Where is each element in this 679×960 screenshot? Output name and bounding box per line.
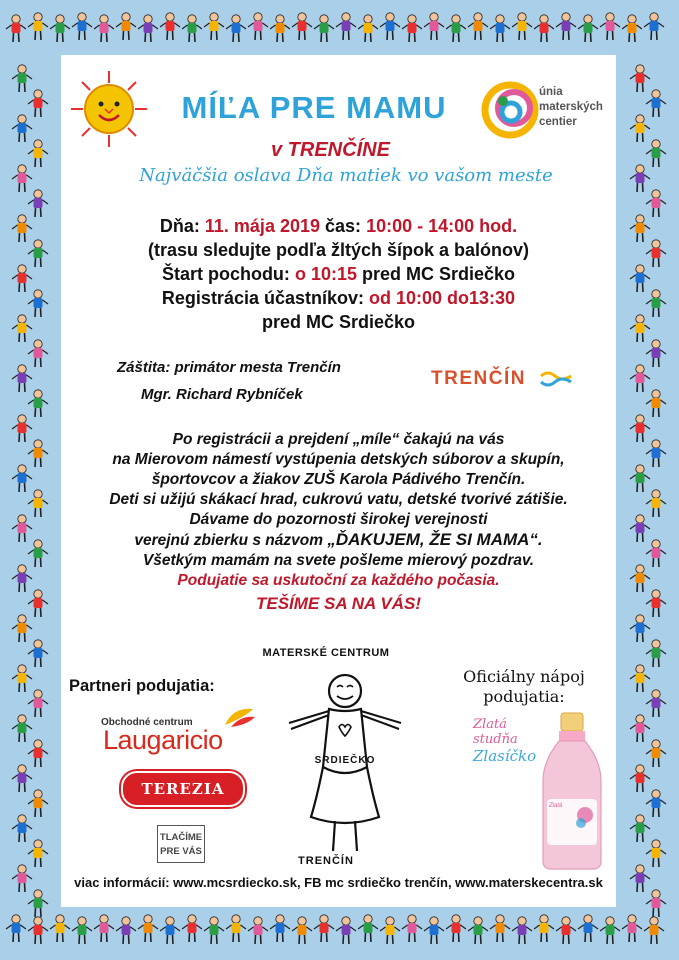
unia-line1: únia	[539, 86, 563, 98]
partners-label: Partneri podujatia:	[69, 677, 215, 695]
footer-info: viac informácií: www.mcsrdiecko.sk, FB mc srdiečko trenčín, www.materskecentra.sk	[74, 875, 603, 890]
bottle-label-text: Zlatá	[549, 803, 563, 809]
city-heading: v TRENČÍNE	[271, 139, 390, 161]
mc-city: TRENČÍN	[298, 855, 354, 867]
event-details	[61, 214, 616, 334]
drink-heading: Oficiálny nápoj podujatia:	[463, 667, 585, 706]
page-title: MÍĽA PRE MAMU	[181, 90, 447, 125]
route-note: (trasu sledujte podľa žltých šípok a balónov)	[148, 240, 529, 260]
laugaricio-leaf-icon	[223, 705, 257, 729]
mila-pre-mamu-logo	[69, 69, 149, 149]
date-line: Dňa: 11. mája 2019 čas: 10:00 - 14:00 hod.	[159, 216, 518, 236]
program-text	[61, 430, 616, 614]
patronage-line2: Mgr. Richard Rybníček	[141, 386, 303, 403]
zlasicko-logo: Zlasíčko	[473, 747, 537, 765]
terezia-logo: TEREZIA	[121, 771, 245, 807]
mc-label: MATERSKÉ CENTRUM	[262, 647, 390, 659]
zlata-studna-logo: Zlatá studňa	[473, 717, 518, 747]
program-line8: Podujatie sa uskutoční za každého počasia.	[177, 572, 500, 589]
start-line: Štart pochodu: o 10:15 pred MC Srdiečko	[161, 264, 516, 284]
trencin-wave-icon	[539, 371, 573, 387]
subtitle: Najväčšia oslava Dňa matiek vo vašom meste	[139, 165, 553, 186]
program-line5: Dávame do pozornosti širokej verejnosti	[189, 511, 488, 528]
unia-line2: materských	[539, 101, 603, 113]
water-bottle-icon	[537, 711, 607, 871]
registration-place: pred MC Srdiečko	[261, 312, 416, 332]
program-line7: Všetkým mamám na svete pošleme mierový pozdrav.	[142, 552, 535, 569]
program-line3: športovcov a žiakov ZUŠ Karola Pádivého Trenčín.	[151, 471, 526, 488]
program-line4: Deti si užijú skákací hrad, cukrovú vatu, detské tvorivé zátišie.	[109, 491, 568, 508]
unia-logo-text	[539, 85, 603, 130]
laugaricio-logo: Laugaricio	[103, 725, 223, 755]
tlacime-logo: TLAČÍME PRE VÁS	[157, 825, 205, 863]
patronage-line1: Záštita: primátor mesta Trenčín	[117, 359, 341, 376]
registration-line: Registrácia účastníkov: od 10:00 do13:30	[161, 288, 516, 308]
program-line9: TEŠÍME SA NA VÁS!	[256, 594, 421, 613]
oc-label: Obchodné centrum	[101, 717, 193, 728]
unia-line3: centier	[539, 116, 577, 128]
mc-name: SRDIEČKO	[314, 755, 376, 766]
unia-logo-icon	[481, 81, 539, 139]
program-line1: Po registrácii a prejdení „míle“ čakajú na vás	[172, 431, 505, 448]
trencin-city-logo: TRENČÍN	[431, 368, 573, 390]
content-panel	[61, 55, 616, 907]
program-line6: verejnú zbierku s názvom „ĎAKUJEM, ŽE SI MAMA“.	[134, 530, 543, 549]
program-line2: na Mierovom námestí vystúpenia detských súborov a skupín,	[112, 451, 565, 468]
